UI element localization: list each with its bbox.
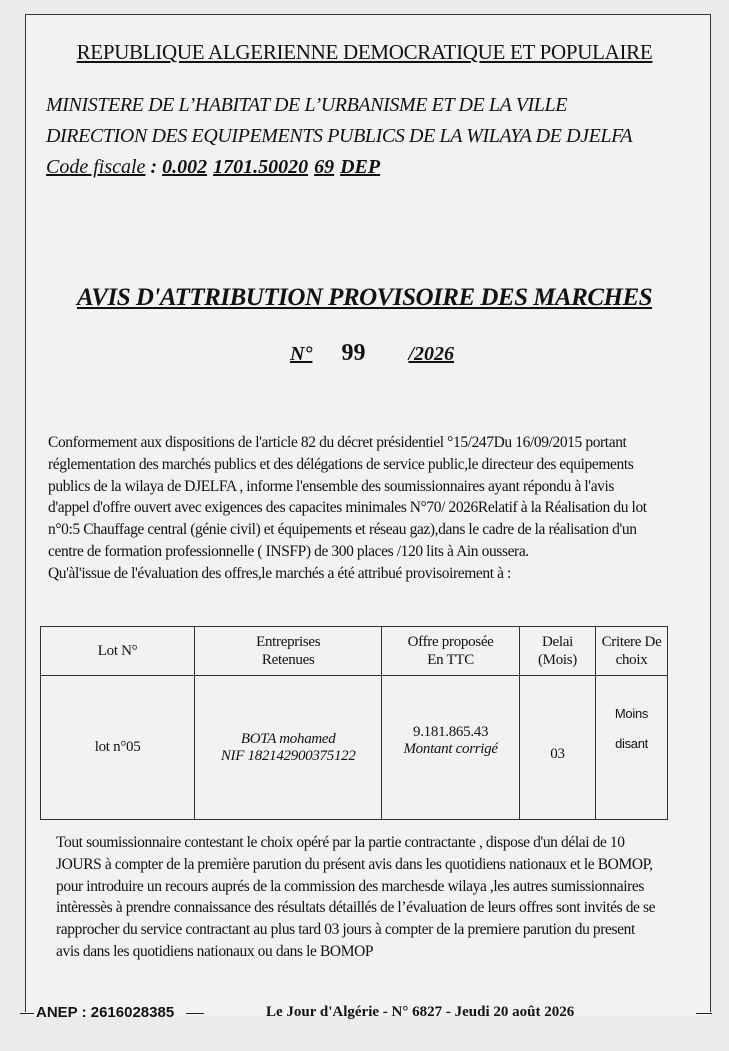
company-name: BOTA mohamed <box>240 730 336 747</box>
notice-number <box>290 340 454 367</box>
publication-footer <box>20 1004 714 1026</box>
footer-line: JOURS à compter de la première parution du présent avis dans les quotidiens nationaux et le BOMOP, <box>56 855 653 873</box>
header-criteria-label: choix <box>615 652 648 668</box>
header-lot <box>41 627 195 676</box>
body-line: publics de la wilaya de DJELFA , informe l'ensemble des soumissionnaires ayant répondu à l'avis <box>48 477 615 495</box>
footer-rule <box>696 1013 712 1014</box>
journal-reference: Le Jour d'Algérie - N° 6827 - Jeudi 20 août 2026 <box>266 1004 575 1020</box>
header-delay-label: Delai <box>542 634 573 650</box>
fiscal-code-separator: : <box>145 156 163 178</box>
criteria-value: Moins <box>614 705 649 721</box>
anep-reference: ANEP : 2616028385 <box>36 1004 175 1021</box>
ministry-line: MINISTERE DE L’HABITAT DE L’URBANISME ET DE LA VILLE <box>46 94 568 116</box>
header-delay-label: (Mois) <box>537 652 578 668</box>
body-line: d'appel d'offre ouvert avec exigences des capacites minimales N°70/ 2026Relatif à la Réalisation du lot <box>48 499 647 517</box>
offer-note: Montant corrigé <box>403 741 498 757</box>
footer-rule <box>186 1013 204 1014</box>
header-criteria-label: Critere De <box>601 634 662 650</box>
header-company-label: Entreprises <box>256 634 321 650</box>
header-company <box>195 627 382 676</box>
body-line: centre de formation professionnelle ( INSFP) de 300 places /120 lits à Ain oussera. <box>48 542 529 560</box>
header-offer-label: En TTC <box>427 652 474 668</box>
footer-line: Tout soumissionnaire contestant le choix opéré par la partie contractante , dispose d'un délai de 10 <box>56 834 625 851</box>
fiscal-code <box>46 156 386 179</box>
footer-line: avis dans les quotidiens nationaux ou dans le BOMOP <box>56 942 374 960</box>
delay-value: 03 <box>550 745 565 762</box>
fiscal-code-part: 1701.50020 <box>213 156 309 178</box>
notice-number-prefix: N° <box>290 343 313 365</box>
table-header-row <box>41 627 668 676</box>
footer-line: intèressès à prendre connaissance des résultats détaillés de l’évaluation de leurs offres sont invités de se <box>56 899 656 917</box>
fiscal-code-part: 0.002 <box>162 156 208 178</box>
cell-company <box>195 676 382 820</box>
notice-body <box>48 432 694 585</box>
cell-delay <box>519 676 595 820</box>
cell-criteria <box>596 676 668 820</box>
fiscal-code-label: Code fiscale <box>46 156 146 178</box>
body-line: Qu'àl'issue de l'évaluation des offres,le marchés a été attribué provisoirement à : <box>48 564 511 582</box>
cell-lot <box>41 676 195 820</box>
footer-line: pour introduire un recours auprés de la commission des marchesde wilaya ,les autres sumissionnaires <box>56 877 644 895</box>
header-company-label: Retenues <box>261 652 315 668</box>
attribution-table <box>40 626 668 820</box>
company-nif: NIF 182142900375122 <box>220 747 356 764</box>
body-line: réglementation des marchés publics et des délégations de service public,le directeur des equipements <box>48 455 634 473</box>
fiscal-code-part: DEP <box>340 156 381 178</box>
criteria-value: disant <box>615 735 648 751</box>
body-line: n°0:5 Chauffage central (génie civil) et équipements et réseau gaz),dans le cadre de la réalisation d'un <box>48 521 637 539</box>
offer-amount: 9.181.865.43 <box>413 724 489 740</box>
cell-offer <box>382 676 520 820</box>
frame-border-top <box>25 14 711 15</box>
republic-heading: REPUBLIQUE ALGERIENNE DEMOCRATIQUE ET POPULAIRE <box>76 40 653 64</box>
direction-line: DIRECTION DES EQUIPEMENTS PUBLICS DE LA WILAYA DE DJELFA <box>46 125 633 147</box>
fiscal-code-part: 69 <box>314 156 335 178</box>
recourse-notice <box>56 832 692 963</box>
table-row <box>41 676 668 820</box>
header-offer-label: Offre proposée <box>407 634 494 650</box>
header-offer <box>382 627 520 676</box>
cell-lot-value: lot n°05 <box>94 739 141 755</box>
header-lot-label: Lot N° <box>97 643 138 659</box>
header-delay <box>519 627 595 676</box>
notice-number-value: 99 <box>341 340 366 366</box>
footer-line: rapprocher du service contractant au plus tard 03 jours à compter de la premiere parution du present <box>56 921 635 939</box>
body-line: Conformement aux dispositions de l'article 82 du décret présidentiel °15/247Du 16/09/2015 portant <box>48 434 627 451</box>
frame-border-left <box>25 14 26 1012</box>
notice-title: AVIS D'ATTRIBUTION PROVISOIRE DES MARCHES <box>76 284 653 311</box>
notice-number-year: /2026 <box>408 343 455 365</box>
header-criteria <box>596 627 668 676</box>
frame-border-right <box>710 14 711 1012</box>
footer-rule <box>20 1013 34 1014</box>
